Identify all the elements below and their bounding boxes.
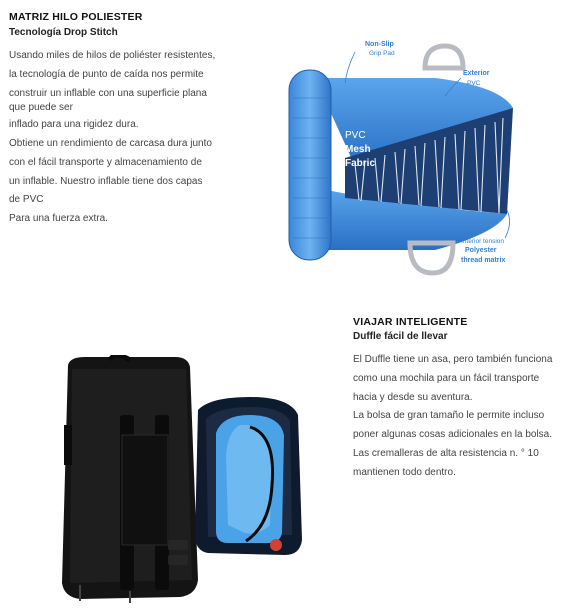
paragraph-line: Para una fuerza extra. (9, 213, 108, 225)
paragraph-line: con el fácil transporte y almacenamiento de (9, 156, 202, 168)
label-grip: Grip Pad (369, 50, 395, 57)
paragraph-line: construir un inflable con una superficie plana (9, 87, 207, 99)
paragraph-line: Las cremalleras de alta resistencia n. ° 10 (353, 447, 539, 459)
paragraph-line: Usando miles de hilos de poliéster resistentes, (9, 50, 216, 61)
paragraph-line: poner algunas cosas adicionales en la bolsa. (353, 429, 553, 441)
drop-stitch-diagram (285, 38, 550, 283)
paragraph-line: que puede ser (9, 102, 73, 114)
paragraph-line: Obtiene un rendimiento de carcasa dura junto (9, 137, 212, 149)
paragraph-line: hacia y desde su aventura. (353, 391, 473, 403)
paragraph-line: El Duffle tiene un asa, pero también funciona (353, 354, 553, 365)
label-interior: Polyester (465, 247, 497, 254)
section2-title: VIAJAR INTELIGENTE (353, 316, 468, 328)
label-exterior: PVC (467, 80, 481, 87)
label-mesh: PVC (345, 130, 366, 141)
paragraph-line: mantienen todo dentro. (353, 466, 456, 478)
section1-paragraph (9, 47, 215, 229)
paragraph-line: como una mochila para un fácil transporte (353, 372, 540, 384)
label-grip: Non-Slip (365, 41, 394, 48)
paragraph-line: de PVC (9, 194, 44, 206)
label-interior: thread matrix (461, 257, 506, 264)
section2-subtitle: Duffle fácil de llevar (353, 331, 448, 342)
section1-subtitle: Tecnología Drop Stitch (9, 27, 118, 38)
label-mesh: Mesh (345, 144, 371, 155)
paragraph-line: La bolsa de gran tamaño le permite incluso (353, 410, 545, 422)
paragraph-line: la tecnología de punto de caída nos permite (9, 68, 204, 80)
label-exterior: Exterior (463, 70, 490, 77)
section1-title: MATRIZ HILO POLIESTER (9, 11, 143, 23)
paragraph-line: inflado para una rigidez dura. (9, 119, 139, 131)
section2-paragraph (353, 351, 552, 483)
paragraph-line: un inflable. Nuestro inflable tiene dos capas (9, 175, 203, 187)
label-interior: Interior tension (461, 238, 504, 245)
label-mesh: Fabric (345, 158, 376, 169)
duffle-bag-image (50, 355, 310, 605)
